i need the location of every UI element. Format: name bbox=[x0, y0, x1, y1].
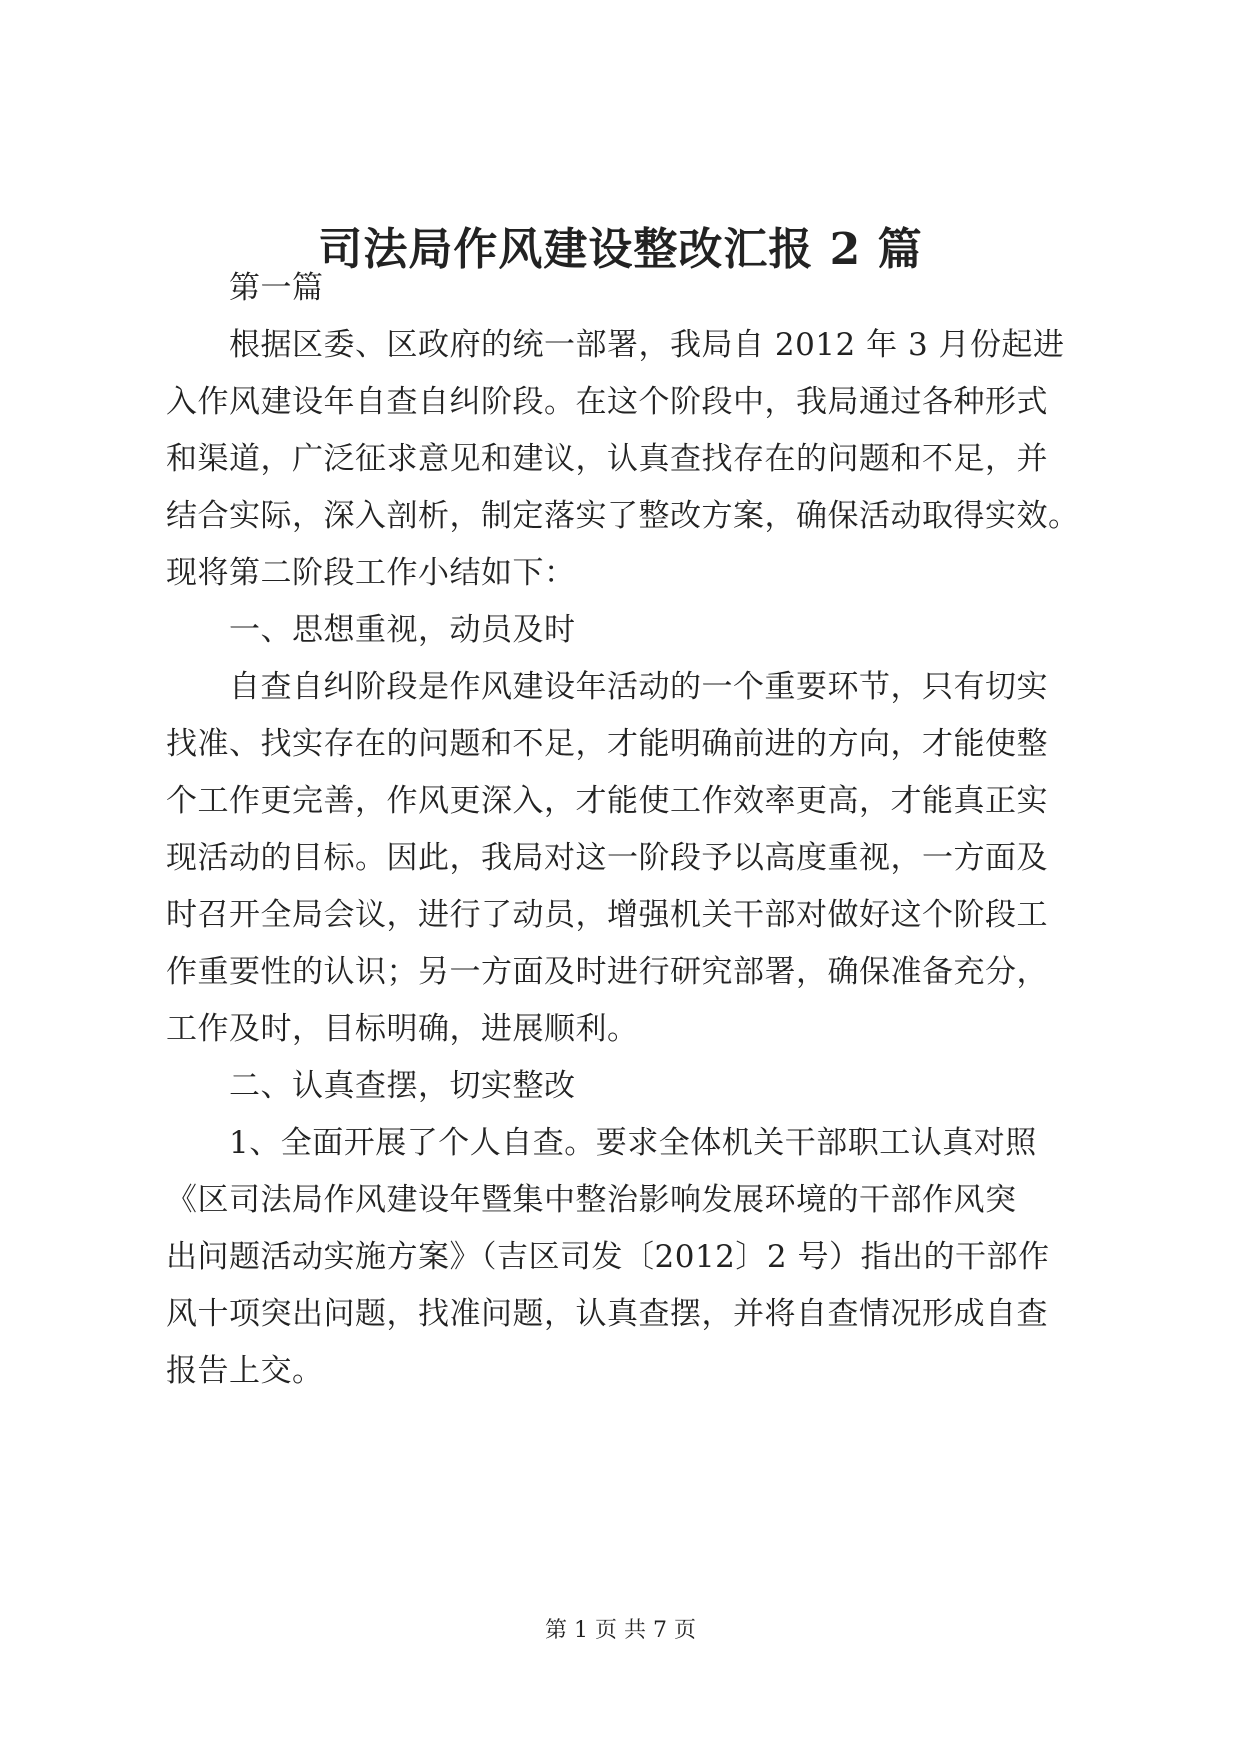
body-line: 入作风建设年自查自纠阶段。在这个阶段中，我局通过各种形式 bbox=[166, 384, 1048, 420]
body-line: 现活动的目标。因此，我局对这一阶段予以高度重视，一方面及 bbox=[166, 840, 1048, 876]
body-line: 找准、找实存在的问题和不足，才能明确前进的方向，才能使整 bbox=[166, 726, 1048, 762]
body-line: 《区司法局作风建设年暨集中整治影响发展环境的干部作风突 bbox=[166, 1182, 1017, 1218]
section-heading: 二、认真查摆，切实整改 bbox=[166, 1068, 576, 1104]
section-heading: 一、思想重视，动员及时 bbox=[166, 612, 576, 648]
body-line: 作重要性的认识；另一方面及时进行研究部署，确保准备充分， bbox=[166, 954, 1048, 990]
body-line: 个工作更完善，作风更深入，才能使工作效率更高，才能真正实 bbox=[166, 783, 1048, 819]
body-line: 根据区委、区政府的统一部署，我局自 2012 年 3 月份起进 bbox=[166, 327, 1065, 363]
body-line: 风十项突出问题，找准问题，认真查摆，并将自查情况形成自查 bbox=[166, 1296, 1048, 1332]
body-line: 结合实际，深入剖析，制定落实了整改方案，确保活动取得实效。 bbox=[166, 498, 1080, 534]
body-line: 出问题活动实施方案》（吉区司发〔2012〕2 号）指出的干部作 bbox=[166, 1239, 1050, 1275]
body-line: 自查自纠阶段是作风建设年活动的一个重要环节，只有切实 bbox=[166, 669, 1048, 705]
document-title: 司法局作风建设整改汇报 2 篇 bbox=[318, 224, 923, 275]
body-line: 第一篇 bbox=[166, 270, 324, 306]
body-line: 现将第二阶段工作小结如下： bbox=[166, 555, 576, 591]
page-number-footer: 第 1 页 共 7 页 bbox=[545, 1618, 696, 1643]
body-line: 报告上交。 bbox=[166, 1353, 324, 1389]
body-line: 和渠道，广泛征求意见和建议，认真查找存在的问题和不足，并 bbox=[166, 441, 1048, 477]
body-line: 1、全面开展了个人自查。要求全体机关干部职工认真对照 bbox=[166, 1125, 1037, 1161]
body-line: 工作及时，目标明确，进展顺利。 bbox=[166, 1011, 639, 1047]
body-line: 时召开全局会议，进行了动员，增强机关干部对做好这个阶段工 bbox=[166, 897, 1048, 933]
